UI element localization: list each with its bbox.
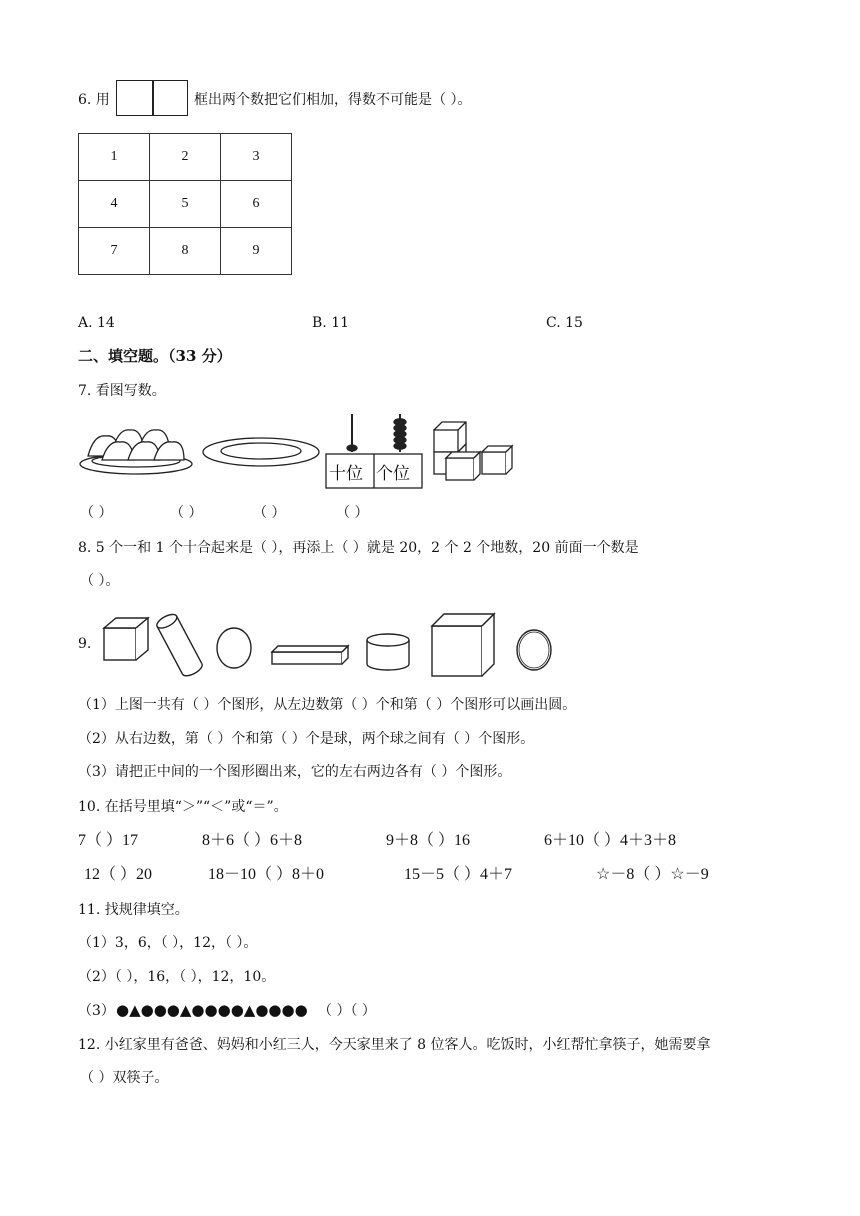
option-b[interactable]: B. 11 — [312, 315, 350, 331]
q9-part3: （3）请把正中间的一个图形圈出来，它的左右两边各有（ ）个图形。 — [78, 764, 512, 780]
q7-pictures — [78, 408, 518, 492]
cylinder-icon — [155, 612, 204, 679]
two-cell-frame-icon — [116, 80, 188, 116]
q11-part3-label: （3） — [78, 1003, 115, 1019]
cuboid-icon — [272, 646, 348, 664]
grid-cell: 5 — [150, 181, 221, 228]
buns-plate-icon — [80, 430, 192, 474]
number-grid — [78, 133, 292, 275]
compare-item[interactable]: 8＋6（ ）6＋8 — [202, 832, 303, 849]
cube-icon — [104, 618, 148, 660]
option-a[interactable]: A. 14 — [78, 315, 115, 331]
compare-item[interactable]: 12（ ）20 — [84, 866, 153, 883]
compare-item[interactable]: 9＋8（ ）16 — [386, 832, 471, 849]
cylinder-icon — [367, 634, 409, 670]
q9-shapes — [98, 608, 568, 684]
cubes-icon — [434, 422, 512, 480]
q12-text-cont: （ ）双筷子。 — [80, 1070, 169, 1086]
q8-text-cont: （ ）。 — [80, 573, 120, 589]
grid-cell: 1 — [79, 134, 150, 181]
grid-cell: 7 — [79, 228, 150, 275]
empty-plate-icon — [203, 438, 319, 466]
q9-number: 9. — [78, 636, 92, 652]
q12-text: 12. 小红家里有爸爸、妈妈和小红三人，今天家里来了 8 位客人。吃饭时，小红帮忙拿筷子，她需要拿 — [78, 1037, 711, 1053]
grid-cell: 8 — [150, 228, 221, 275]
grid-cell: 4 — [79, 181, 150, 228]
answer-blank[interactable]: （ ） — [170, 505, 203, 521]
grid-cell: 3 — [221, 134, 292, 181]
answer-blank[interactable]: （ ） — [253, 505, 286, 521]
q11-part1: （1）3，6，（ ），12，（ ）。 — [78, 935, 258, 951]
grid-cell: 2 — [150, 134, 221, 181]
compare-item[interactable]: 7（ ）17 — [78, 832, 139, 849]
q9-part1: （1）上图一共有（ ）个图形，从左边数第（ ）个和第（ ）个图形可以画出圆。 — [78, 697, 577, 713]
grid-cell: 9 — [221, 228, 292, 275]
compare-item[interactable]: 18－10（ ）8＋0 — [208, 866, 325, 883]
sphere-icon — [517, 630, 551, 670]
abacus-tens-label: 十位 — [329, 464, 363, 484]
section-title: 二、填空题。（33 分） — [78, 347, 232, 365]
compare-item[interactable]: 15－5（ ）4＋7 — [404, 866, 513, 883]
compare-item[interactable]: 6＋10（ ）4＋3＋8 — [544, 832, 677, 849]
q6-text: 框出两个数把它们相加，得数不可能是（ ）。 — [194, 92, 472, 108]
compare-item[interactable]: ☆－8（ ）☆－9 — [596, 866, 709, 883]
grid-cell: 6 — [221, 181, 292, 228]
sphere-icon — [217, 628, 251, 668]
q8-text: 8. 5 个一和 1 个十合起来是（ ），再添上（ ）就是 20，2 个 2 个地数，20 前面一个数是 — [78, 540, 639, 556]
q11-part2: （2）（ ），16，（ ），12，10。 — [78, 969, 276, 985]
q9-part2: （2）从右边数，第（ ）个和第（ ）个是球，两个球之间有（ ）个图形。 — [78, 731, 535, 747]
abacus-ones-label: 个位 — [376, 464, 410, 484]
answer-blank[interactable]: （ ） — [80, 505, 113, 521]
q6-prefix: 6. 用 — [78, 92, 110, 108]
q10-text: 10. 在括号里填“＞”“＜”或“＝”。 — [78, 799, 288, 815]
q7-text: 7. 看图写数。 — [78, 383, 166, 399]
answer-blank[interactable]: （ ） — [336, 505, 369, 521]
q11-text: 11. 找规律填空。 — [78, 902, 189, 918]
option-c[interactable]: C. 15 — [546, 315, 583, 331]
shape-sequence: ●▲●●●▲●●●●▲●●●● — [116, 1001, 308, 1019]
cube-icon — [432, 614, 494, 676]
answer-blanks[interactable]: （ ）（ ） — [318, 1003, 376, 1019]
